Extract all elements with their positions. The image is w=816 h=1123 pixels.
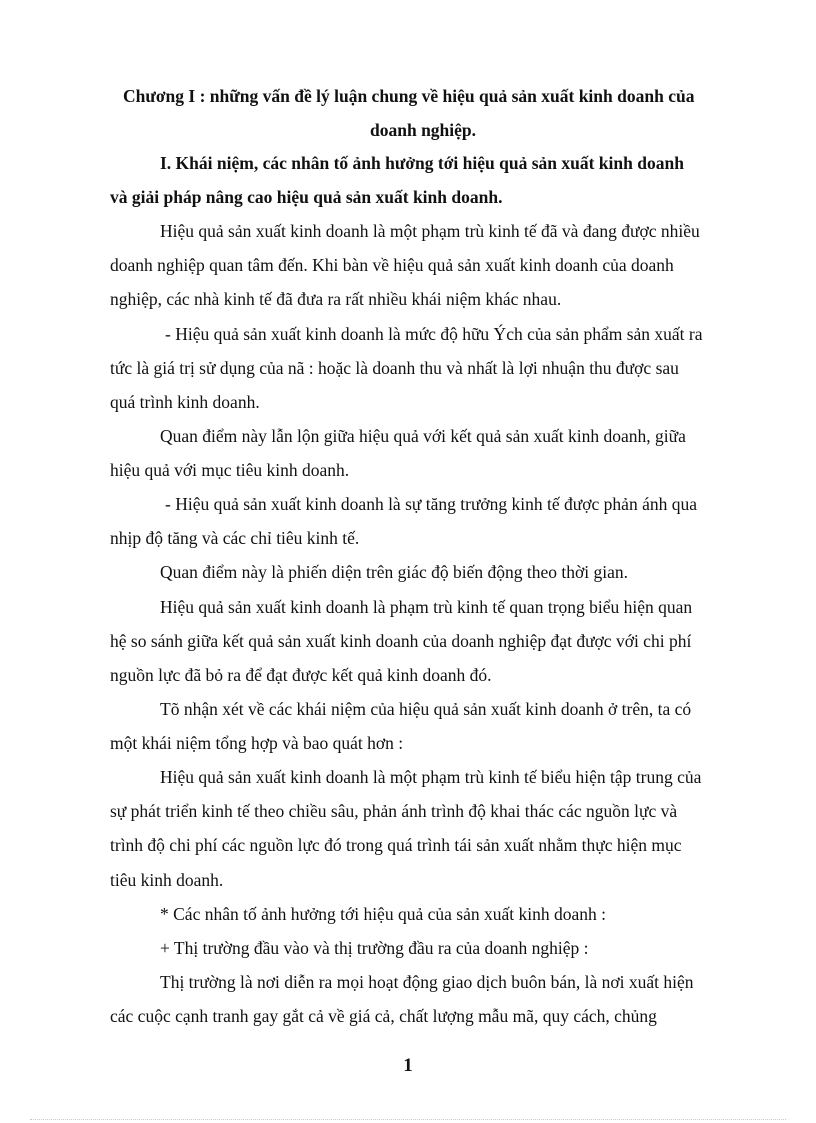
paragraph-line: Hiệu quả sản xuất kinh doanh là phạm trù kinh tế quan trọng biểu hiện quan xyxy=(160,597,693,617)
paragraph-line: Quan điểm này lẫn lộn giữa hiệu quả với kết quả sản xuất kinh doanh, giữa xyxy=(160,426,686,446)
paragraph-line: tiêu kinh doanh. xyxy=(110,870,224,890)
section-heading-line-2: và giải pháp nâng cao hiệu quả sản xuất kinh doanh. xyxy=(110,187,503,207)
paragraph-line: Quan điểm này là phiến diện trên giác độ biến động theo thời gian. xyxy=(160,562,629,582)
paragraph-line: hệ so sánh giữa kết quả sản xuất kinh doanh của doanh nghiệp đạt được với chi phí xyxy=(110,631,692,651)
paragraph-line: Hiệu quả sản xuất kinh doanh là một phạm trù kinh tế đã và đang được nhiều xyxy=(160,221,700,241)
paragraph-line: nguồn lực đã bỏ ra để đạt được kết quả kinh doanh đó. xyxy=(110,665,492,685)
paragraph-line: Hiệu quả sản xuất kinh doanh là một phạm trù kinh tế biểu hiện tập trung của xyxy=(160,767,702,787)
paragraph-line: doanh nghiệp quan tâm đến. Khi bàn về hiệu quả sản xuất kinh doanh của doanh xyxy=(110,255,674,275)
paragraph-line: Tõ nhận xét về các khái niệm của hiệu quả sản xuất kinh doanh ở trên, ta có xyxy=(160,699,692,719)
paragraph-line: + Thị trường đầu vào và thị trường đầu ra của doanh nghiệp : xyxy=(160,938,589,958)
paragraph-line: các cuộc cạnh tranh gay gắt cả về giá cả, chất lượng mẫu mã, quy cách, chủng xyxy=(110,1006,657,1026)
paragraph-line: sự phát triển kinh tế theo chiều sâu, phản ánh trình độ khai thác các nguồn lực và xyxy=(110,801,678,821)
paragraph-line: nhịp độ tăng và các chỉ tiêu kinh tế. xyxy=(110,528,360,548)
paragraph-line: - Hiệu quả sản xuất kinh doanh là sự tăng trưởng kinh tế được phản ánh qua xyxy=(165,494,697,514)
section-heading-line-1: I. Khái niệm, các nhân tố ảnh hưởng tới hiệu quả sản xuất kinh doanh xyxy=(160,153,684,173)
chapter-heading-line-1: Chương I : những vấn đề lý luận chung về hiệu quả sản xuất kinh doanh của xyxy=(123,86,695,106)
paragraph-line: trình độ chi phí các nguồn lực đó trong quá trình tái sản xuất nhằm thực hiện mục xyxy=(110,835,682,855)
paragraph-line: * Các nhân tố ảnh hưởng tới hiệu quả của sản xuất kinh doanh : xyxy=(160,904,606,924)
paragraph-line: quá trình kinh doanh. xyxy=(110,392,260,412)
paragraph-line: nghiệp, các nhà kinh tế đã đưa ra rất nhiều khái niệm khác nhau. xyxy=(110,289,562,309)
paragraph-line: Thị trường là nơi diễn ra mọi hoạt động giao dịch buôn bán, là nơi xuất hiện xyxy=(160,972,694,992)
paragraph-line: tức là giá trị sử dụng của nã : hoặc là doanh thu và nhất là lợi nhuận thu được sau xyxy=(110,358,679,378)
paragraph-line: một khái niệm tổng hợp và bao quát hơn : xyxy=(110,733,404,753)
paragraph-line: hiệu quả với mục tiêu kinh doanh. xyxy=(110,460,350,480)
paragraph-line: - Hiệu quả sản xuất kinh doanh là mức độ hữu Ých của sản phẩm sản xuất ra xyxy=(165,324,703,344)
chapter-heading-line-2: doanh nghiệp. xyxy=(370,120,477,140)
page-number: 1 xyxy=(403,1055,413,1076)
page-bottom-divider xyxy=(30,1119,786,1120)
